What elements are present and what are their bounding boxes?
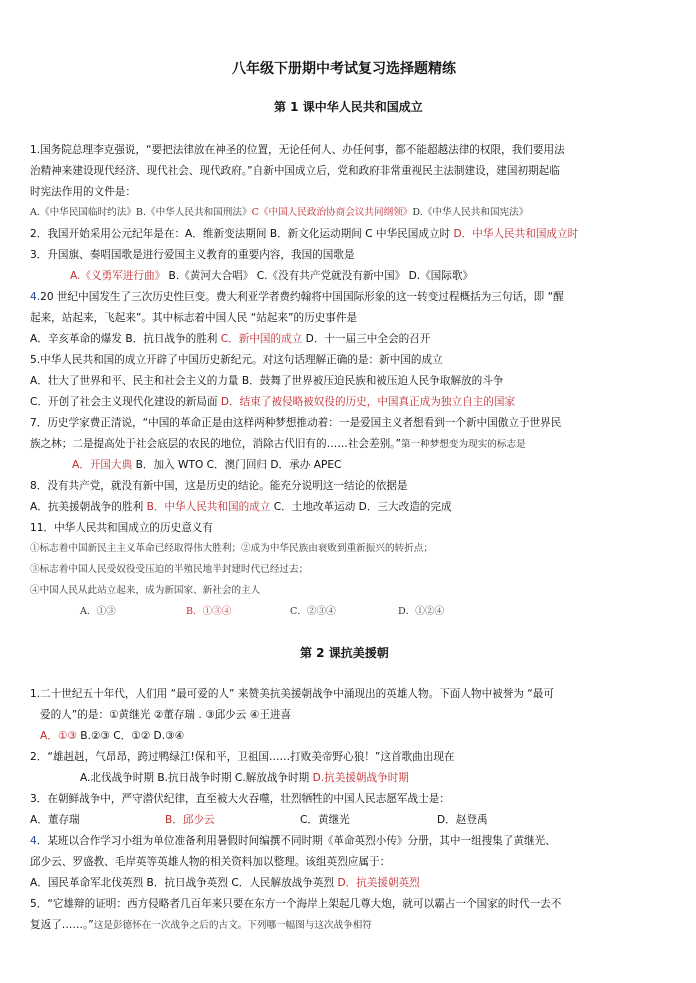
other-options: C．土地改革运动 D．三大改造的完成: [270, 501, 452, 513]
question-stem: 族之林；二是提高处于社会底层的农民的地位，消除古代旧有的……社会差别。”: [30, 438, 401, 450]
statement: ③标志着中国人民受奴役受压迫的半殖民地半封建时代已经过去；: [30, 564, 309, 575]
question-text: 1.二十世纪五十年代，人们用 “最可爱的人” 来赞美抗美援朝战争中涌现出的英雄人物。下面人物中被誉为 “最可: [30, 688, 554, 700]
question-text: [30, 918, 372, 933]
question-text: 3．升国旗、奏唱国歌是进行爱国主义教育的重要内容，我国的国歌是: [30, 249, 355, 261]
correct-answer: C．新中国的成立: [220, 333, 303, 345]
correct-answer: B．邱少云: [165, 814, 215, 826]
question-text: 邱少云、罗盛教、毛岸英等英雄人物的相关资料加以整理。该组英烈应属于：: [30, 856, 391, 868]
option-b: B.《中华人民共和国刑法》: [135, 207, 252, 218]
answer-options: [80, 771, 409, 785]
option-c: C．开创了社会主义现代化建设的新局面: [30, 396, 221, 408]
section-1-heading: 第 1 课中华人民共和国成立: [274, 100, 423, 114]
statement: ①标志着中国新民主主义革命已经取得伟大胜利；②成为中华民族由衰败到重新振兴的转折点；: [30, 543, 433, 554]
question-stem: ．某班以合作学习小组为单位准备利用暑假时间编撰不同时期《革命英烈小传》分册，其中一组搜集了黄继光、: [36, 835, 556, 847]
answer-options: [70, 269, 473, 283]
document-title: 八年级下册期中考试复习选择题精练: [232, 61, 456, 77]
correct-answer: A．①③: [40, 730, 77, 742]
question-stem: 2．我国开始采用公元纪年是在：A．维新变法期间 B．新文化运动期间 C 中华民国成立时: [30, 228, 454, 240]
other-options: B.②③ C．①② D.③④: [76, 730, 185, 742]
question-text: 时宪法作用的文件是：: [30, 186, 136, 198]
correct-answer: D．结束了被侵略被奴役的历史，中国真正成为独立自主的国家: [220, 396, 516, 408]
answer-options: [30, 395, 515, 409]
question-text: 3．在朝鲜战争中，严守潜伏纪律，直至被大火吞噬，壮烈牺牲的中国人民志愿军战士是：: [30, 793, 450, 805]
correct-answer: D．抗美援朝英烈: [337, 877, 420, 889]
correct-answer: B．中华人民共和国的成立: [146, 501, 271, 513]
question-text: 5．“它雄辩的证明：西方侵略者几百年来只要在东方一个海岸上架起几尊大炮，就可以霸占一个国家的时代一去不: [30, 898, 562, 910]
question-text: 8．没有共产党，就没有新中国，这是历史的结论。能充分说明这一结论的依据是: [30, 480, 408, 492]
question-text: [30, 437, 526, 452]
question-text: 5.中华人民共和国的成立开辟了中国历史新纪元。对这句话理解正确的是：新中国的成立: [30, 354, 443, 366]
question-text: [30, 227, 578, 241]
answer-options: [30, 500, 452, 514]
other-options: A．国民革命军北伐英烈 B．抗日战争英烈 C．人民解放战争英烈: [30, 877, 338, 889]
other-options: A．辛亥革命的爆发 B．抗日战争的胜利: [30, 333, 221, 345]
option-c: C．②③④: [290, 606, 336, 617]
other-options: B.《黄河大合唱》 C.《没有共产党就没有新中国》 D.《国际歌》: [165, 270, 474, 282]
correct-answer: D.抗美援朝战争时期: [312, 772, 409, 784]
question-stem: 复返了……。”: [30, 919, 94, 931]
question-stem: 20 世纪中国发生了三次历史性巨变。费大利亚学者费约翰将中国国际形象的这一转变过程概括为三句话，即 “醒: [40, 291, 564, 303]
correct-answer: B．①③④: [186, 606, 232, 617]
answer-options: [30, 206, 528, 220]
answer-options: [72, 458, 341, 472]
option-d: D．赵登禹: [437, 814, 488, 826]
option-d: D.《中华人民共和国宪法》: [412, 207, 529, 218]
question-text: 起来，站起来，飞起来”。其中标志着中国人民 “站起来”的历史事件是: [30, 312, 358, 324]
correct-answer: A．开国大典: [72, 459, 133, 471]
option-d: D．①②④: [398, 606, 445, 617]
question-text: [30, 290, 564, 304]
correct-answer: C《中国人民政治协商会议共同纲领》: [251, 207, 413, 218]
statement: ④中国人民从此站立起来，成为新国家、新社会的主人: [30, 585, 261, 596]
answer-options: A．壮大了世界和平、民主和社会主义的力量 B．鼓舞了世界被压迫民族和被压迫人民争取解放的斗争: [30, 375, 504, 387]
option-d: D．十一届三中全会的召开: [302, 333, 431, 345]
question-number: 4: [30, 835, 37, 847]
other-options: A.北伐战争时期 B.抗日战争时期 C.解放战争时期: [80, 772, 313, 784]
question-number: 4.: [30, 291, 41, 303]
section-2-heading: 第 2 课抗美援朝: [300, 646, 389, 660]
correct-answer: A.《义勇军进行曲》: [70, 270, 166, 282]
question-text: 治精神来建设现代经济、现代社会、现代政府。”自新中国成立后，党和政府非常重视民主法制建设，建国初期起临: [30, 165, 560, 177]
option-a: A．董存瑞: [30, 814, 80, 826]
option-a: A.《中华民国临时约法》: [30, 207, 136, 218]
option-a: A．抗美援朝战争的胜利: [30, 501, 147, 513]
question-text: [30, 834, 556, 848]
answer-options: [40, 729, 184, 743]
question-text: 11．中华人民共和国成立的历史意义有: [30, 522, 213, 534]
question-text: 爱的人”的是：①黄继光 ②董存瑞 . ③邱少云 ④王进喜: [40, 709, 291, 721]
option-a: A．①③: [80, 606, 116, 617]
question-text: 2．“雄赳赳，气昂昂，跨过鸭绿江!保和平，卫祖国……打败美帝野心狼！”这首歌曲出现在: [30, 751, 455, 763]
question-stem: 这是彭德怀在一次战争之后的古文。下列哪一幅图与这次战争相符: [93, 920, 372, 931]
other-options: B．加入 WTO C．澳门回归 D．承办 APEC: [132, 459, 342, 471]
question-text: 1.国务院总理李克强说，“要把法律放在神圣的位置，无论任何人、办任何事，都不能超越法律的权限，我们要用法: [30, 144, 565, 156]
question-text: 7．历史学家费正清说，“中国的革命正是由这样两种梦想推动着：一是爱国主义者想看到一个新中国傲立于世界民: [30, 417, 562, 429]
answer-options: [30, 332, 430, 346]
option-c: C．黄继光: [300, 814, 350, 826]
answer-options: [30, 876, 420, 890]
correct-answer: D．中华人民共和国成立时: [453, 228, 579, 240]
question-stem: 第一种梦想变为现实的标志是: [400, 439, 526, 450]
